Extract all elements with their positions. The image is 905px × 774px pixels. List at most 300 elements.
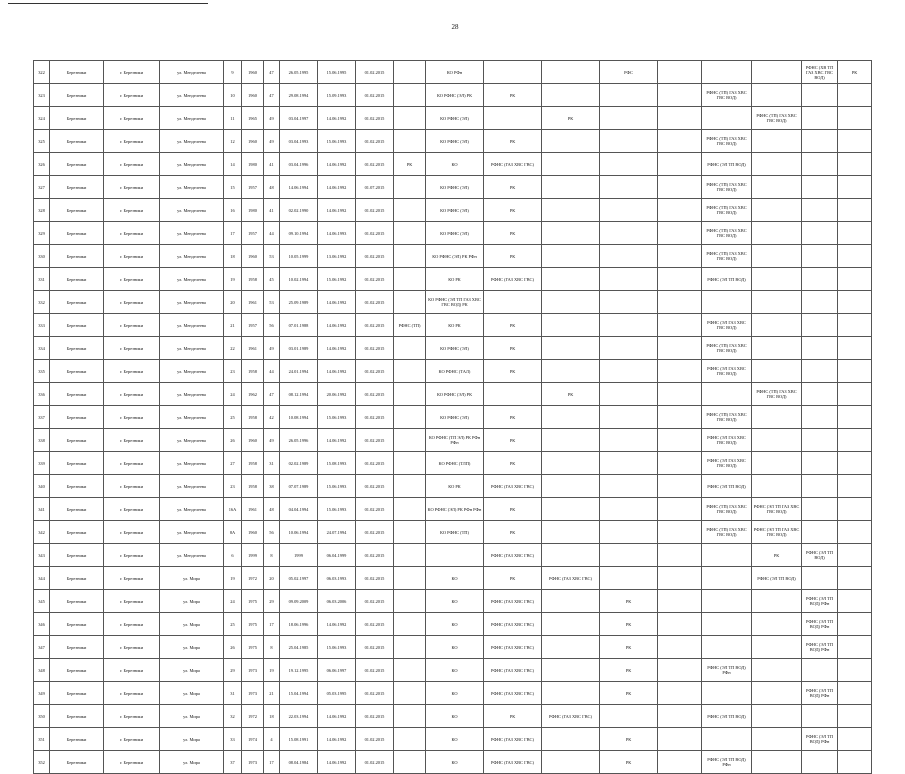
cell-c18: РФНС (ТП) ГАЗ ХВС ГВС ВОД) (752, 383, 802, 406)
cell-date2: 14.06.1992 (318, 314, 356, 337)
cell-col7: 17 (264, 751, 280, 774)
cell-c12: КО (426, 659, 484, 682)
table-row (34, 84, 872, 107)
cell-c11 (394, 406, 426, 429)
table-row (34, 590, 872, 613)
cell-c12: КО РФНС (ЭЛ) РК (426, 84, 484, 107)
cell-c20 (838, 383, 872, 406)
cell-date2: 20.06.1992 (318, 383, 356, 406)
cell-c14 (542, 590, 600, 613)
cell-c17: РФНС (ЭЛ ТП ВОД) РФн (702, 659, 752, 682)
cell-locality: Березники (50, 360, 104, 383)
cell-c15 (600, 452, 658, 475)
cell-col7: 56 (264, 521, 280, 544)
cell-c19: РФНС (ЭЛ ТП ВОД) РФн (802, 636, 838, 659)
cell-date3: 01.02.2015 (356, 337, 394, 360)
cell-c12: КО (426, 682, 484, 705)
cell-house: 23 (224, 475, 242, 498)
cell-c19 (802, 705, 838, 728)
cell-date3: 01.02.2015 (356, 452, 394, 475)
cell-locality: Березники (50, 406, 104, 429)
cell-c19 (802, 521, 838, 544)
table-row (34, 751, 872, 774)
cell-col7: 29 (264, 590, 280, 613)
cell-c19 (802, 176, 838, 199)
cell-c13: РФНС (ГАЗ ХВС ГВС) (484, 153, 542, 176)
cell-house: 32 (224, 705, 242, 728)
cell-date1: 05.02.1997 (280, 567, 318, 590)
cell-date1: 24.01.1994 (280, 360, 318, 383)
cell-date2: 14.06.1992 (318, 153, 356, 176)
cell-no: 340 (34, 475, 50, 498)
cell-date2: 14.06.1992 (318, 291, 356, 314)
cell-house: 29 (224, 659, 242, 682)
cell-street: ул. Менделеева (160, 222, 224, 245)
cell-year: 1960 (242, 521, 264, 544)
cell-c12: КО РФНС (ЭЛ) РК (426, 383, 484, 406)
cell-year: 1960 (242, 130, 264, 153)
cell-c17: РФНС (ТП) ГАЗ ХВС ГВС ВОД) (702, 521, 752, 544)
cell-c15: РК (600, 590, 658, 613)
cell-c14 (542, 682, 600, 705)
cell-date1: 07.07.1989 (280, 475, 318, 498)
cell-date1: 09.09.2009 (280, 590, 318, 613)
cell-c19 (802, 383, 838, 406)
cell-c17 (702, 590, 752, 613)
cell-c18 (752, 613, 802, 636)
cell-c15: РК (600, 751, 658, 774)
cell-c16 (658, 245, 702, 268)
cell-street: ул. Менделеева (160, 84, 224, 107)
cell-c19 (802, 291, 838, 314)
cell-locality: Березники (50, 567, 104, 590)
cell-date2: 06.03.2006 (318, 590, 356, 613)
cell-c17 (702, 61, 752, 84)
cell-date1: 15.08.1991 (280, 728, 318, 751)
cell-c19 (802, 337, 838, 360)
cell-street: ул. Менделеева (160, 360, 224, 383)
cell-c16 (658, 176, 702, 199)
table-row (34, 659, 872, 682)
cell-c17: РФНС (ТП) ГАЗ ХВС ГВС ВОД) (702, 130, 752, 153)
cell-date1: 19.12.1995 (280, 659, 318, 682)
cell-c14 (542, 429, 600, 452)
cell-city: г. Березники (104, 291, 160, 314)
cell-c13: РК (484, 521, 542, 544)
cell-c18 (752, 61, 802, 84)
cell-c18 (752, 245, 802, 268)
cell-locality: Березники (50, 544, 104, 567)
cell-c20 (838, 475, 872, 498)
cell-c14 (542, 475, 600, 498)
cell-date3: 01.02.2015 (356, 360, 394, 383)
cell-date1: 10.05.1999 (280, 245, 318, 268)
cell-col7: 49 (264, 429, 280, 452)
cell-c11 (394, 84, 426, 107)
cell-c11 (394, 291, 426, 314)
cell-c13: РК (484, 705, 542, 728)
cell-no: 352 (34, 751, 50, 774)
cell-street: ул. Менделеева (160, 107, 224, 130)
cell-c11 (394, 360, 426, 383)
cell-c11 (394, 107, 426, 130)
cell-city: г. Березники (104, 61, 160, 84)
cell-c17 (702, 682, 752, 705)
cell-col7: 56 (264, 314, 280, 337)
cell-date3: 01.07.2015 (356, 176, 394, 199)
cell-c13 (484, 61, 542, 84)
cell-c12: КО РФн (426, 61, 484, 84)
cell-c20 (838, 682, 872, 705)
cell-date3: 01.02.2015 (356, 498, 394, 521)
cell-house: 31 (224, 682, 242, 705)
cell-house: 16 (224, 199, 242, 222)
cell-c14 (542, 291, 600, 314)
cell-c16 (658, 544, 702, 567)
cell-city: г. Березники (104, 245, 160, 268)
cell-locality: Березники (50, 751, 104, 774)
cell-c17 (702, 636, 752, 659)
cell-no: 335 (34, 360, 50, 383)
cell-city: г. Березники (104, 84, 160, 107)
cell-house: 18 (224, 245, 242, 268)
cell-date3: 01.02.2015 (356, 728, 394, 751)
cell-c17: РФНС (ТП) ГАЗ ХВС ГВС ВОД) (702, 498, 752, 521)
cell-year: 1958 (242, 268, 264, 291)
cell-year: 1962 (242, 383, 264, 406)
table-row (34, 613, 872, 636)
cell-c11 (394, 751, 426, 774)
cell-c12: КО РФНС (ТП) (426, 521, 484, 544)
cell-street: ул. Мира (160, 728, 224, 751)
cell-city: г. Березники (104, 222, 160, 245)
cell-date3: 01.02.2015 (356, 107, 394, 130)
cell-c19: РФНС (ЭЛ ТП ВОД) РФн (802, 613, 838, 636)
cell-date3: 01.02.2015 (356, 475, 394, 498)
table-row (34, 475, 872, 498)
cell-col7: 47 (264, 84, 280, 107)
cell-locality: Березники (50, 498, 104, 521)
cell-date1: 07.01.1988 (280, 314, 318, 337)
cell-no: 347 (34, 636, 50, 659)
cell-c18 (752, 429, 802, 452)
cell-city: г. Березники (104, 406, 160, 429)
cell-c11 (394, 659, 426, 682)
cell-date2: 14.06.1992 (318, 107, 356, 130)
cell-date3: 01.02.2015 (356, 222, 394, 245)
cell-date1: 02.02.1990 (280, 199, 318, 222)
cell-c15 (600, 222, 658, 245)
cell-date3: 01.02.2015 (356, 314, 394, 337)
cell-c19 (802, 268, 838, 291)
cell-c15 (600, 199, 658, 222)
cell-locality: Березники (50, 130, 104, 153)
cell-c18: РК (752, 544, 802, 567)
cell-c14 (542, 360, 600, 383)
cell-c16 (658, 406, 702, 429)
cell-col7: 48 (264, 498, 280, 521)
cell-c17 (702, 107, 752, 130)
cell-c12: КО (426, 751, 484, 774)
cell-date2: 24.07.1994 (318, 521, 356, 544)
cell-c11 (394, 199, 426, 222)
cell-year: 1980 (242, 199, 264, 222)
table-row (34, 567, 872, 590)
cell-house: 19 (224, 268, 242, 291)
cell-c19 (802, 199, 838, 222)
cell-c13: РФНС (ГАЗ ХВС ГВС) (484, 636, 542, 659)
table-row (34, 728, 872, 751)
table-row (34, 636, 872, 659)
cell-locality: Березники (50, 176, 104, 199)
cell-col7: 44 (264, 222, 280, 245)
cell-c11 (394, 682, 426, 705)
cell-c15: РК (600, 682, 658, 705)
table-row (34, 521, 872, 544)
table-row (34, 337, 872, 360)
table-row (34, 245, 872, 268)
cell-c12: КО РФНС (ЭЛ) (426, 199, 484, 222)
cell-street: ул. Менделеева (160, 268, 224, 291)
cell-c17 (702, 567, 752, 590)
cell-year: 1980 (242, 153, 264, 176)
cell-no: 348 (34, 659, 50, 682)
cell-street: ул. Мира (160, 705, 224, 728)
cell-c13: РК (484, 452, 542, 475)
cell-c18 (752, 360, 802, 383)
cell-c18 (752, 406, 802, 429)
cell-c17: РФНС (ЭЛ ГАЗ ХВС ГВС ВОД) (702, 452, 752, 475)
cell-house: 9 (224, 61, 242, 84)
cell-date3: 01.02.2015 (356, 544, 394, 567)
cell-date2: 15.08.1993 (318, 452, 356, 475)
cell-street: ул. Мира (160, 613, 224, 636)
cell-c19 (802, 659, 838, 682)
cell-col7: 49 (264, 130, 280, 153)
cell-c20 (838, 291, 872, 314)
cell-c13: РК (484, 222, 542, 245)
cell-house: 12 (224, 130, 242, 153)
cell-no: 328 (34, 199, 50, 222)
cell-city: г. Березники (104, 383, 160, 406)
cell-c14 (542, 222, 600, 245)
cell-c13: РФНС (ГАЗ ХВС ГВС) (484, 728, 542, 751)
cell-year: 1972 (242, 567, 264, 590)
cell-house: 37 (224, 751, 242, 774)
cell-no: 344 (34, 567, 50, 590)
cell-c20 (838, 153, 872, 176)
cell-c12: КО РФНС (ЭЛ) РК РФн (426, 245, 484, 268)
cell-date3: 01.02.2015 (356, 590, 394, 613)
cell-city: г. Березники (104, 130, 160, 153)
cell-no: 326 (34, 153, 50, 176)
table-row (34, 61, 872, 84)
cell-date3: 01.02.2015 (356, 751, 394, 774)
cell-c19 (802, 360, 838, 383)
cell-date1: 14.06.1994 (280, 176, 318, 199)
cell-c13: РК (484, 199, 542, 222)
cell-date2: 14.06.1992 (318, 751, 356, 774)
cell-c11 (394, 567, 426, 590)
cell-c11 (394, 452, 426, 475)
cell-c19 (802, 130, 838, 153)
cell-c14 (542, 199, 600, 222)
cell-house: 25 (224, 613, 242, 636)
cell-city: г. Березники (104, 613, 160, 636)
cell-year: 1960 (242, 245, 264, 268)
cell-street: ул. Менделеева (160, 176, 224, 199)
cell-date1: 26.05.1995 (280, 61, 318, 84)
cell-c14 (542, 153, 600, 176)
cell-c12: КО РФНС (ЭЛ) (426, 130, 484, 153)
cell-c16 (658, 429, 702, 452)
cell-c17: РФНС (ТП) ГАЗ ХВС ГВС ВОД) (702, 406, 752, 429)
cell-date1: 08.12.1994 (280, 383, 318, 406)
cell-locality: Березники (50, 222, 104, 245)
cell-date2: 05.03.1995 (318, 682, 356, 705)
cell-city: г. Березники (104, 544, 160, 567)
table-row (34, 406, 872, 429)
cell-c16 (658, 153, 702, 176)
cell-c18 (752, 452, 802, 475)
cell-date2: 06.04.1999 (318, 544, 356, 567)
cell-c16 (658, 659, 702, 682)
cell-c16 (658, 130, 702, 153)
cell-c14 (542, 636, 600, 659)
cell-street: ул. Менделеева (160, 199, 224, 222)
cell-house: 26 (224, 429, 242, 452)
cell-date1: 03.04.1993 (280, 130, 318, 153)
cell-date3: 01.02.2015 (356, 567, 394, 590)
cell-street: ул. Менделеева (160, 383, 224, 406)
cell-c20 (838, 176, 872, 199)
cell-c19: РФНС (ЭЛ ТП ВОД) РФн (802, 590, 838, 613)
cell-c12: КО (426, 153, 484, 176)
housing-registry-table (33, 60, 872, 774)
cell-date2: 15.06.1993 (318, 130, 356, 153)
cell-street: ул. Менделеева (160, 429, 224, 452)
cell-no: 336 (34, 383, 50, 406)
cell-date1: 02.02.1989 (280, 452, 318, 475)
cell-city: г. Березники (104, 567, 160, 590)
cell-date2: 14.06.1992 (318, 199, 356, 222)
cell-no: 346 (34, 613, 50, 636)
cell-c16 (658, 751, 702, 774)
cell-no: 331 (34, 268, 50, 291)
cell-house: 15 (224, 176, 242, 199)
cell-c11 (394, 521, 426, 544)
cell-c17: РФНС (ТП) ГАЗ ХВС ГВС ВОД) (702, 222, 752, 245)
cell-date2: 15.06.1995 (318, 61, 356, 84)
cell-c11 (394, 498, 426, 521)
cell-date3: 01.02.2015 (356, 291, 394, 314)
cell-street: ул. Менделеева (160, 130, 224, 153)
cell-c12: КО (426, 636, 484, 659)
cell-c20 (838, 521, 872, 544)
cell-c16 (658, 475, 702, 498)
cell-c11 (394, 130, 426, 153)
cell-street: ул. Мира (160, 590, 224, 613)
cell-c16 (658, 314, 702, 337)
cell-c20 (838, 84, 872, 107)
cell-street: ул. Менделеева (160, 291, 224, 314)
cell-date3: 01.02.2015 (356, 429, 394, 452)
cell-c15 (600, 705, 658, 728)
page-number: 28 (451, 23, 459, 31)
cell-date1: 10.06.1994 (280, 521, 318, 544)
cell-col7: 8 (264, 544, 280, 567)
cell-year: 1960 (242, 84, 264, 107)
cell-c17 (702, 291, 752, 314)
cell-house: 11 (224, 107, 242, 130)
cell-c17: РФНС (ЭЛ ТП ВОД) (702, 705, 752, 728)
cell-street: ул. Менделеева (160, 406, 224, 429)
cell-c17 (702, 544, 752, 567)
cell-c19 (802, 84, 838, 107)
cell-year: 1961 (242, 498, 264, 521)
cell-house: 27 (224, 452, 242, 475)
cell-city: г. Березники (104, 636, 160, 659)
cell-c14 (542, 245, 600, 268)
cell-year: 1960 (242, 61, 264, 84)
cell-no: 325 (34, 130, 50, 153)
cell-c18 (752, 130, 802, 153)
cell-c15: РК (600, 613, 658, 636)
cell-c18 (752, 636, 802, 659)
cell-c12: КО РФНС (ЭЛ ТП ГАЗ ХВС ГВС ВОД) РК (426, 291, 484, 314)
cell-street: ул. Менделеева (160, 544, 224, 567)
cell-locality: Березники (50, 682, 104, 705)
cell-c16 (658, 337, 702, 360)
cell-c11 (394, 176, 426, 199)
cell-c16 (658, 521, 702, 544)
cell-street: ул. Мира (160, 659, 224, 682)
cell-c14 (542, 61, 600, 84)
cell-c15 (600, 176, 658, 199)
cell-c11 (394, 383, 426, 406)
cell-date3: 01.02.2015 (356, 521, 394, 544)
cell-c19 (802, 406, 838, 429)
cell-c12: КО (426, 590, 484, 613)
cell-c14 (542, 314, 600, 337)
table-row (34, 176, 872, 199)
table-row (34, 222, 872, 245)
cell-year: 1958 (242, 360, 264, 383)
cell-house: 17 (224, 222, 242, 245)
cell-street: ул. Менделеева (160, 245, 224, 268)
table-row (34, 153, 872, 176)
cell-c20 (838, 245, 872, 268)
cell-locality: Березники (50, 84, 104, 107)
cell-date3: 01.02.2015 (356, 636, 394, 659)
cell-c17 (702, 613, 752, 636)
cell-c13: РФНС (ГАЗ ХВС ГВС) (484, 475, 542, 498)
table-row (34, 429, 872, 452)
table-row (34, 383, 872, 406)
cell-c19: РФНС (ЭЛ ТП ВОД) РФн (802, 682, 838, 705)
cell-col7: 48 (264, 176, 280, 199)
cell-locality: Березники (50, 61, 104, 84)
cell-col7: 18 (264, 705, 280, 728)
cell-date1: 10.08.1994 (280, 406, 318, 429)
cell-c12 (426, 544, 484, 567)
cell-c13 (484, 107, 542, 130)
cell-c19 (802, 314, 838, 337)
cell-year: 1965 (242, 107, 264, 130)
cell-c16 (658, 61, 702, 84)
cell-c13: РК (484, 130, 542, 153)
cell-c20 (838, 613, 872, 636)
